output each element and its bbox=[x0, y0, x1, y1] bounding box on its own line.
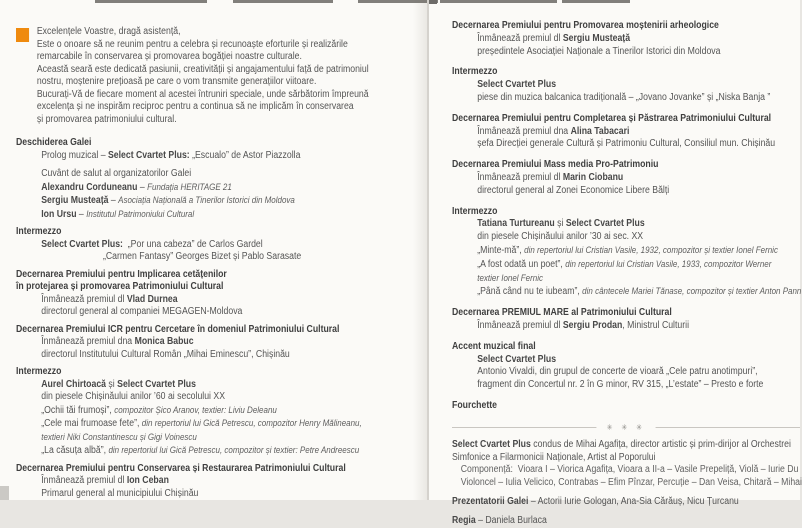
program-section bbox=[452, 400, 800, 413]
program-section bbox=[452, 20, 800, 58]
section-heading: Fourchette bbox=[452, 399, 497, 411]
program-line: Violoncel – Iulia Velicico, Contrabas – Efim Pînzar, Percuție – Dan Veisa, Chitară – Mihai bbox=[460, 477, 802, 489]
cropped-text-fragment bbox=[440, 0, 557, 3]
program-line: Select Cvartet Plus: „Por una cabeza” de Carlos Gardel bbox=[41, 238, 263, 250]
credits-block bbox=[452, 439, 800, 528]
program-line: „A fost odată un poet”, din repertoriul lui Cristian Vasile, 1933, compozitor Werner bbox=[477, 258, 772, 270]
intro-line: și promovarea patrimoniului cultural. bbox=[36, 113, 177, 125]
section-heading: Intermezzo bbox=[16, 366, 62, 377]
section-divider bbox=[452, 423, 800, 432]
column-divider-line bbox=[427, 0, 429, 500]
cropped-corner-fragment bbox=[0, 486, 9, 500]
program-line: „Minte-mă”, din repertoriul lui Cristian Vasile, 1932, compozitor și textier Ionel Fernic bbox=[477, 244, 778, 256]
section-heading: Decernarea PREMIUL MARE al Patrimoniului Cultural bbox=[452, 307, 672, 319]
program-section bbox=[16, 269, 425, 319]
program-section bbox=[452, 206, 800, 300]
left-column bbox=[16, 26, 425, 500]
program-section bbox=[16, 137, 425, 221]
program-line: „La căsuța albă”, din repertoriul lui Gică Petrescu, compozitor și textier: Petre Andreescu bbox=[41, 445, 360, 456]
section-heading: în protejarea și promovarea Patrimoniului Cultural bbox=[16, 281, 224, 292]
program-line: Ion Ursu – Institutul Patrimoniului Cultural bbox=[41, 208, 195, 220]
intro-line: Este o onoare să ne reunim pentru a celebra și recunoaște eforturile și realizările bbox=[36, 38, 348, 50]
program-section bbox=[16, 366, 425, 458]
program-line: Înmânează premiul dna Alina Tabacari bbox=[477, 125, 630, 137]
program-section bbox=[16, 324, 425, 362]
cropped-text-fragment bbox=[562, 0, 630, 3]
section-heading: Decernarea Premiului ICR pentru Cercetare în domeniul Patrimoniului Cultural bbox=[16, 323, 340, 335]
program-line: Înmânează premiul dl Vlad Durnea bbox=[41, 293, 178, 305]
section-heading: Decernarea Premiului Mass media Pro-Patrimoniu bbox=[452, 159, 659, 171]
program-line: Alexandru Corduneanu – Fundația HERITAGE 21 bbox=[41, 181, 232, 193]
program-line: Antonio Vivaldi, din grupul de concerte de vioară „Cele patru anotimpuri”, bbox=[477, 366, 758, 378]
right-program-sections bbox=[452, 20, 800, 413]
program-line: Înmânează premiul dl Marin Ciobanu bbox=[477, 171, 624, 183]
program-line: din piesele Chișinăului anilor ’60 ai secolului XX bbox=[41, 391, 226, 402]
intro-lines bbox=[37, 26, 425, 126]
section-heading: Intermezzo bbox=[452, 205, 498, 217]
program-line: Select Cvartet Plus bbox=[477, 353, 557, 365]
intro-paragraph bbox=[16, 26, 425, 126]
intro-line: Această seară este dedicată pasiunii, creativității și angajamentului față de patrimoniul bbox=[36, 63, 369, 75]
divider-line bbox=[656, 427, 800, 428]
program-line: Regia – Daniela Burlaca bbox=[452, 514, 547, 526]
cropped-text-fragment bbox=[95, 0, 207, 3]
program-line: Sergiu Musteață – Asociația Națională a Tinerilor Istorici din Moldova bbox=[41, 195, 295, 206]
program-line: textieri Niki Constantinescu și Gigi Voinescu bbox=[41, 431, 197, 442]
intro-line: nostru, moștenire prețioasă pe care o vom transmite generațiilor viitoare. bbox=[36, 76, 317, 87]
program-section bbox=[16, 226, 425, 264]
divider-stars-icon: ✳ ✳ ✳ bbox=[606, 422, 646, 432]
intro-line: remarcabile în conservarea și promovarea bogăției noastre culturale. bbox=[36, 51, 302, 62]
program-section bbox=[452, 307, 800, 333]
program-line: Aurel Chirtoacă și Select Cvartet Plus bbox=[41, 378, 196, 390]
program-line: Înmânează premiul dl Ion Ceban bbox=[41, 475, 169, 486]
intro-line: excelența și ne inspirăm reciproc pentru a continua să ne implicăm în conservarea bbox=[36, 101, 354, 112]
program-section bbox=[452, 159, 800, 197]
program-section bbox=[452, 341, 800, 392]
program-section bbox=[452, 66, 800, 104]
program-section bbox=[452, 113, 800, 151]
orange-square-bullet-icon bbox=[16, 28, 29, 42]
program-section bbox=[16, 463, 425, 501]
program-line: directorul general al companiei MEGAGEN-Moldova bbox=[41, 306, 243, 317]
program-line: Înmânează premiul dl Sergiu Musteață bbox=[477, 32, 631, 44]
program-line: „Ochii tăi frumoși”, compozitor Șico Aranov, textier: Liviu Deleanu bbox=[41, 404, 277, 416]
section-heading: Accent muzical final bbox=[452, 340, 536, 352]
program-line: Componență: Vioara I – Viorica Agafița, Vioara a II-a – Vasile Prepeliță, Violă – Iurie Du bbox=[460, 464, 799, 476]
program-line: Primarul general al municipiului Chișinău bbox=[41, 487, 199, 499]
program-line: Înmânează premiul dna Monica Babuc bbox=[41, 336, 194, 347]
program-line: șefa Direcției generale Cultură și Patrimoniu Cultural, Consiliul mun. Chișinău bbox=[477, 138, 776, 150]
intro-line: Bucurați-Vă de fiecare moment al acestei întruniri speciale, unde sărbătorim împreună bbox=[36, 88, 369, 100]
cropped-text-fragment bbox=[233, 0, 333, 3]
program-line: „Până când nu te iubeam”, din cântecele Mariei Tănase, compozitor și textier Anton Pann bbox=[477, 286, 802, 298]
program-line: din piesele Chișinăului anilor ’30 ai sec. XX bbox=[477, 231, 644, 243]
section-heading: Deschiderea Galei bbox=[16, 137, 92, 148]
section-heading: Intermezzo bbox=[452, 66, 498, 78]
program-line: fragment din Concertul nr. 2 în G minor, RV 315, „L’estate” – Presto e forte bbox=[477, 379, 764, 391]
right-column bbox=[452, 20, 800, 528]
section-heading: Decernarea Premiului pentru Conservarea și Restaurarea Patrimoniului Cultural bbox=[16, 462, 346, 474]
program-line: Simfonice a Filarmonicii Naționale, Artist al Poporului bbox=[452, 451, 656, 463]
section-heading: Intermezzo bbox=[16, 226, 62, 237]
program-line: Prolog muzical – Select Cvartet Plus: „Escualo” de Astor Piazzolla bbox=[41, 149, 301, 161]
intro-line: Excelențele Voastre, dragă asistență, bbox=[36, 26, 181, 37]
program-line: „Cele mai frumoase fete”, din repertoriul lui Gică Petrescu, compozitor Henry Mălineanu, bbox=[41, 418, 362, 429]
program-line: Cuvânt de salut al organizatorilor Galei bbox=[41, 168, 192, 179]
left-program-sections bbox=[16, 137, 425, 500]
program-line: directorul general al Zonei Economice Libere Bălți bbox=[477, 184, 670, 196]
section-heading: Decernarea Premiului pentru Completarea și Păstrarea Patrimoniului Cultural bbox=[452, 112, 772, 124]
section-heading: Decernarea Premiului pentru Promovarea moștenirii arheologice bbox=[452, 20, 719, 31]
program-line: Select Cvartet Plus condus de Mihai Agafița, director artistic și prim-dirijor al Orchestrei bbox=[452, 438, 791, 450]
program-line: textier Ionel Fernic bbox=[477, 272, 543, 283]
program-line: președintele Asociației Naționale a Tinerilor Istorici din Moldova bbox=[477, 45, 721, 57]
divider-line bbox=[452, 427, 596, 428]
program-line: directorul Institutului Cultural Român „Mihai Eminescu”, Chișinău bbox=[41, 348, 290, 360]
program-line: „Carmen Fantasy” Georges Bizet și Pablo Sarasate bbox=[103, 251, 302, 262]
program-line: Tatiana Turtureanu și Select Cvartet Plus bbox=[477, 218, 645, 230]
program-line: Select Cvartet Plus bbox=[477, 79, 557, 91]
program-line: piese din muzica balcanica tradițională – „Jovano Jovanke” și „Niska Banja ” bbox=[477, 91, 771, 103]
program-line: Înmânează premiul dl Sergiu Prodan, Ministrul Culturii bbox=[477, 319, 690, 331]
program-line: Prezentatorii Galei – Actorii Iurie Gologan, Ana-Sia Cărăuș, Nicu Țurcanu bbox=[452, 495, 739, 507]
section-heading: Decernarea Premiului pentru Implicarea cetățenilor bbox=[16, 268, 227, 280]
